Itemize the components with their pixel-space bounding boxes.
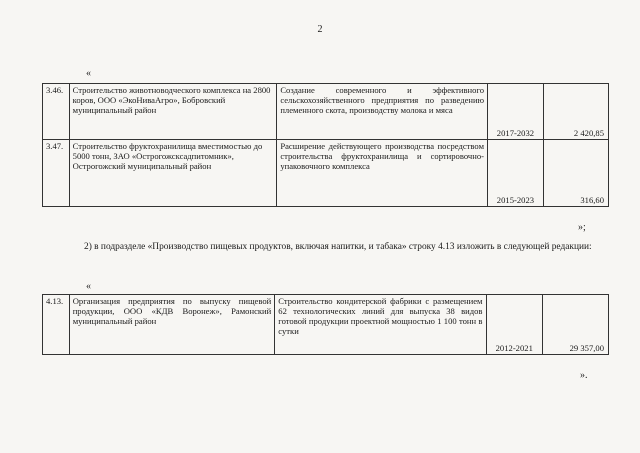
project-description: Строительство кондитерской фабрики с размещением 62 технологических линий для выпуска 38 видов готовой продукции проектной мощностью 1 100 тонн в сутки bbox=[275, 295, 486, 355]
open-quote-2: « bbox=[86, 281, 91, 292]
row-number: 4.13. bbox=[43, 295, 70, 355]
project-name: Организация предприятия по выпуску пищевой продукции, ООО «КДВ Воронеж», Рамонский муниципальный район bbox=[69, 295, 275, 355]
investment-table-1 bbox=[42, 83, 609, 207]
close-quote-2: ». bbox=[580, 370, 588, 381]
project-description: Расширение действующего производства посредством строительства фруктохранилища и сортировочно-упаковочного комплекса bbox=[277, 140, 488, 207]
project-description: Создание современного и эффективного сельскохозяйственного предприятия по разведению племенного скота, производству молока и мяса bbox=[277, 84, 488, 140]
row-number: 3.46. bbox=[43, 84, 70, 140]
table-row bbox=[43, 84, 609, 140]
project-amount: 316,60 bbox=[543, 140, 608, 207]
investment-table-2 bbox=[42, 294, 609, 355]
project-period: 2012-2021 bbox=[486, 295, 543, 355]
amendment-paragraph: 2) в подразделе «Производство пищевых продуктов, включая напитки, и табака» строку 4.13 изложить в следующей редакции: bbox=[84, 242, 592, 252]
project-name: Строительство фруктохранилища вместимостью до 5000 тонн, ЗАО «Острогожсксадпитомник», Острогожский муниципальный район bbox=[69, 140, 277, 207]
project-amount: 2 420,85 bbox=[543, 84, 608, 140]
table-row bbox=[43, 140, 609, 207]
open-quote-1: « bbox=[86, 68, 91, 79]
project-amount: 29 357,00 bbox=[543, 295, 609, 355]
table-row bbox=[43, 295, 609, 355]
row-number: 3.47. bbox=[43, 140, 70, 207]
page-number: 2 bbox=[317, 24, 323, 35]
project-period: 2017-2032 bbox=[488, 84, 544, 140]
project-name: Строительство животноводческого комплекса на 2800 коров, ООО «ЭкоНиваАгро», Бобровский муниципальный район bbox=[69, 84, 277, 140]
project-period: 2015-2023 bbox=[488, 140, 544, 207]
close-quote-1: »; bbox=[578, 222, 586, 233]
